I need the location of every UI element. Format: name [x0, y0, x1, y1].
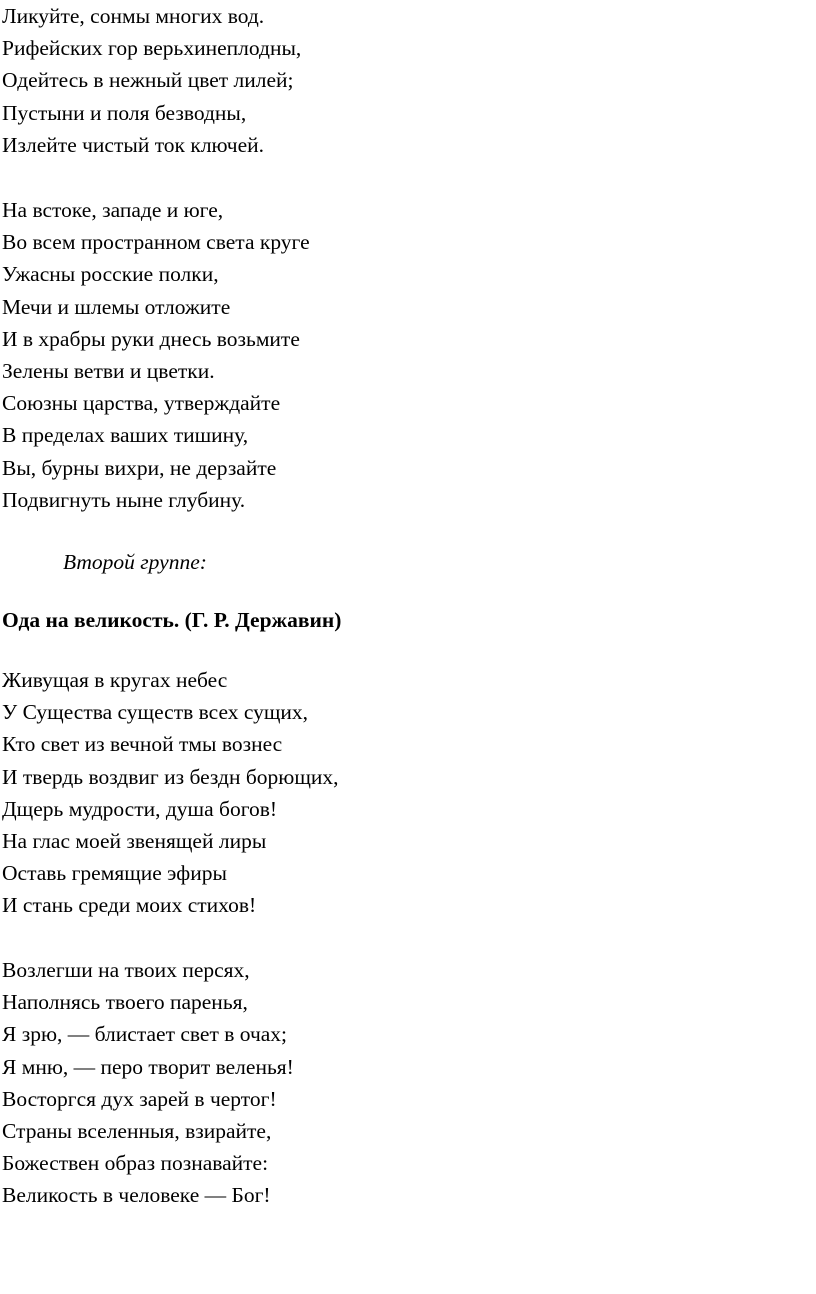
- verse-line: Живущая в кругах небес: [2, 668, 228, 692]
- verse-line: Во всем пространном света круге: [2, 230, 310, 255]
- verse-line: Союзны царства, утверждайте: [2, 391, 281, 416]
- verse-line: Возлегши на твоих персях,: [2, 958, 250, 982]
- verse-line: И в храбры руки днесь возьмите: [2, 326, 300, 351]
- verse-line: И твердь воздвиг из бездн борющих,: [2, 764, 339, 789]
- verse-line: Я мню, — перо творит веленья!: [2, 1054, 294, 1079]
- verse-line: Страны вселенныя, взирайте,: [2, 1119, 272, 1144]
- verse-line: Оставь гремящие эфиры: [2, 861, 227, 886]
- verse-line: И стань среди моих стихов!: [2, 893, 257, 918]
- verse-line: У Существа существ всех сущих,: [2, 700, 309, 725]
- group-label: Второй группе:: [63, 550, 207, 574]
- verse-line: Кто свет из вечной тмы вознес: [2, 732, 283, 757]
- verse-line: Я зрю, — блистает свет в очах;: [2, 1022, 288, 1047]
- verse-line: Дщерь мудрости, душа богов!: [2, 796, 278, 821]
- verse-line: Восторгся дух зарей в чертог!: [2, 1086, 277, 1111]
- verse-line: Пустыни и поля безводны,: [2, 100, 247, 125]
- verse-line: На глас моей звенящей лиры: [2, 829, 267, 854]
- verse-line: Излейте чистый ток ключей.: [2, 132, 265, 157]
- stanza-4: [2, 954, 294, 1212]
- verse-line: Рифейских гор верьхинеплодны,: [2, 36, 302, 61]
- verse-line: Наполнясь твоего паренья,: [2, 990, 248, 1015]
- verse-line: Ужасны росские полки,: [2, 262, 219, 287]
- verse-line: Подвигнуть ныне глубину.: [2, 487, 246, 512]
- verse-line: Мечи и шлемы отложите: [2, 294, 231, 319]
- verse-line: Одейтесь в нежный цвет лилей;: [2, 68, 294, 93]
- verse-line: Божествен образ познавайте:: [2, 1151, 269, 1176]
- poem-heading: Ода на великость. (Г. Р. Державин): [2, 608, 342, 632]
- stanza-1: [2, 0, 301, 161]
- stanza-2: [2, 194, 310, 516]
- verse-line: Зелены ветви и цветки.: [2, 359, 215, 384]
- verse-line: Великость в человеке — Бог!: [2, 1183, 271, 1208]
- verse-line: Ликуйте, сонмы многих вод.: [2, 4, 265, 28]
- verse-line: В пределах ваших тишину,: [2, 423, 249, 448]
- verse-line: На встоке, западе и юге,: [2, 198, 224, 222]
- verse-line: Вы, бурны вихри, не дерзайте: [2, 455, 277, 480]
- stanza-3: [2, 664, 339, 922]
